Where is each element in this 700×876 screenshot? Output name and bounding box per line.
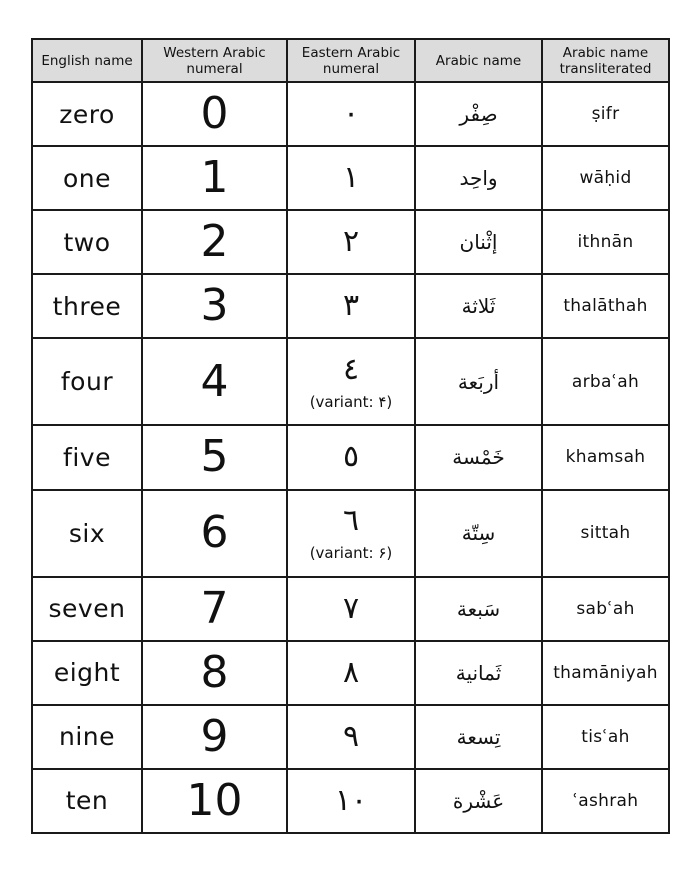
transliteration-cell	[542, 705, 669, 769]
arabic-name-cell	[415, 274, 542, 338]
english-name-cell	[32, 705, 142, 769]
western-numeral-cell	[142, 641, 287, 705]
eastern-numeral-cell	[287, 577, 415, 641]
header-row	[32, 39, 669, 82]
variant-note: (variant: ۶)	[309, 544, 393, 563]
header-transliteration: Arabic name transliterated	[542, 39, 669, 82]
transliteration-cell	[542, 769, 669, 833]
arabic-name-cell	[415, 641, 542, 705]
transliteration-cell-text: ṣifr	[591, 104, 620, 125]
western-numeral-cell	[142, 210, 287, 274]
western-numeral-cell-text: 0	[200, 88, 229, 140]
eastern-numeral-cell-text: ٨	[342, 654, 360, 690]
eastern-numeral-cell	[287, 274, 415, 338]
transliteration-cell-text: tisʿah	[581, 726, 630, 747]
western-numeral-cell	[142, 769, 287, 833]
western-numeral-cell	[142, 705, 287, 769]
table-row	[32, 490, 669, 577]
table-row	[32, 146, 669, 210]
western-numeral-cell	[142, 274, 287, 338]
arabic-name-cell	[415, 769, 542, 833]
arabic-name-cell	[415, 210, 542, 274]
header-arabic-name: Arabic name	[415, 39, 542, 82]
western-numeral-cell-text: 2	[200, 216, 229, 268]
eastern-numeral-cell-text: ٦	[342, 503, 360, 539]
table-row	[32, 705, 669, 769]
arabic-name-cell-text: خَمْسة	[452, 445, 505, 470]
table-row	[32, 577, 669, 641]
eastern-numeral-cell-text: ١٠	[334, 782, 368, 818]
transliteration-cell	[542, 82, 669, 146]
eastern-numeral-cell	[287, 705, 415, 769]
arabic-name-cell-text: تِسعة	[456, 724, 501, 749]
arabic-name-cell-text: ثَمانية	[455, 660, 502, 685]
eastern-numeral-cell	[287, 338, 415, 425]
western-numeral-cell	[142, 425, 287, 489]
western-numeral-cell-text: 10	[186, 774, 243, 826]
western-numeral-cell-text: 8	[200, 646, 229, 698]
numerals-table	[31, 38, 670, 834]
western-numeral-cell-text: 1	[200, 152, 229, 204]
eastern-numeral-cell-text: ٩	[342, 718, 360, 754]
english-name-cell-text: nine	[58, 722, 116, 752]
transliteration-cell	[542, 577, 669, 641]
transliteration-cell	[542, 641, 669, 705]
english-name-cell-text: four	[60, 367, 114, 397]
eastern-numeral-cell	[287, 146, 415, 210]
western-numeral-cell-text: 5	[200, 431, 229, 483]
header-eastern-numeral: Eastern Arabic numeral	[287, 39, 415, 82]
transliteration-cell-text: sittah	[580, 523, 631, 544]
western-numeral-cell-text: 7	[200, 582, 229, 634]
arabic-name-cell	[415, 146, 542, 210]
english-name-cell-text: zero	[59, 99, 115, 129]
arabic-name-cell	[415, 338, 542, 425]
eastern-numeral-cell-text: ٥	[342, 439, 360, 475]
table-row	[32, 641, 669, 705]
transliteration-cell	[542, 210, 669, 274]
table-row	[32, 338, 669, 425]
western-numeral-cell-text: 6	[200, 507, 229, 559]
english-name-cell	[32, 338, 142, 425]
english-name-cell	[32, 425, 142, 489]
western-numeral-cell	[142, 490, 287, 577]
transliteration-cell-text: ʿashrah	[572, 790, 639, 811]
arabic-name-cell-text: صِفْر	[459, 102, 498, 127]
english-name-cell-text: seven	[48, 594, 126, 624]
western-numeral-cell	[142, 82, 287, 146]
english-name-cell-text: three	[52, 291, 122, 321]
eastern-numeral-cell	[287, 641, 415, 705]
english-name-cell	[32, 82, 142, 146]
english-name-cell-text: two	[63, 227, 111, 257]
transliteration-cell-text: arbaʿah	[571, 371, 640, 392]
arabic-name-cell-text: ثَلاثة	[461, 294, 496, 319]
transliteration-cell-text: wāḥid	[579, 168, 632, 189]
table-row	[32, 82, 669, 146]
english-name-cell-text: one	[62, 163, 112, 193]
western-numeral-cell	[142, 577, 287, 641]
arabic-name-cell	[415, 577, 542, 641]
eastern-numeral-cell-text: ٧	[342, 590, 360, 626]
english-name-cell-text: eight	[53, 658, 121, 688]
transliteration-cell	[542, 425, 669, 489]
transliteration-cell	[542, 338, 669, 425]
transliteration-cell	[542, 490, 669, 577]
arabic-name-cell-text: سَبعة	[456, 596, 501, 621]
eastern-numeral-cell	[287, 210, 415, 274]
table-row	[32, 425, 669, 489]
table-row	[32, 769, 669, 833]
english-name-cell	[32, 274, 142, 338]
transliteration-cell	[542, 146, 669, 210]
eastern-numeral-cell	[287, 425, 415, 489]
transliteration-cell-text: sabʿah	[576, 598, 635, 619]
eastern-numeral-cell-text: ٣	[342, 288, 360, 324]
arabic-name-cell-text: إثْنان	[459, 230, 498, 255]
english-name-cell-text: five	[63, 442, 111, 472]
arabic-name-cell	[415, 425, 542, 489]
eastern-numeral-cell	[287, 769, 415, 833]
arabic-name-cell-text: أربَعة	[457, 369, 500, 394]
arabic-name-cell	[415, 82, 542, 146]
english-name-cell	[32, 641, 142, 705]
transliteration-cell-text: thamāniyah	[553, 662, 658, 683]
arabic-name-cell-text: واحِد	[459, 166, 498, 191]
transliteration-cell-text: thalāthah	[563, 296, 648, 317]
english-name-cell	[32, 490, 142, 577]
eastern-numeral-cell	[287, 490, 415, 577]
arabic-name-cell	[415, 705, 542, 769]
english-name-cell	[32, 146, 142, 210]
western-numeral-cell	[142, 146, 287, 210]
arabic-name-cell	[415, 490, 542, 577]
eastern-numeral-cell-text: ١	[342, 160, 360, 196]
english-name-cell-text: ten	[65, 786, 109, 816]
western-numeral-cell-text: 3	[200, 280, 229, 332]
english-name-cell	[32, 577, 142, 641]
transliteration-cell-text: ithnān	[577, 232, 634, 253]
western-numeral-cell	[142, 338, 287, 425]
eastern-numeral-cell	[287, 82, 415, 146]
table-row	[32, 210, 669, 274]
eastern-numeral-cell-text: ٢	[342, 224, 360, 260]
western-numeral-cell-text: 4	[200, 355, 229, 407]
variant-note: (variant: ۴)	[309, 392, 393, 411]
eastern-numeral-cell-text: ٤	[342, 351, 360, 387]
table-row	[32, 274, 669, 338]
transliteration-cell-text: khamsah	[565, 447, 646, 468]
header-english-name: English name	[32, 39, 142, 82]
english-name-cell	[32, 769, 142, 833]
english-name-cell-text: six	[68, 518, 106, 548]
header-western-numeral: Western Arabic numeral	[142, 39, 287, 82]
english-name-cell	[32, 210, 142, 274]
transliteration-cell	[542, 274, 669, 338]
arabic-name-cell-text: سِتّة	[461, 521, 496, 546]
eastern-numeral-cell-text: ٠	[342, 96, 360, 132]
western-numeral-cell-text: 9	[200, 710, 229, 762]
arabic-name-cell-text: عَشْرة	[452, 788, 505, 813]
